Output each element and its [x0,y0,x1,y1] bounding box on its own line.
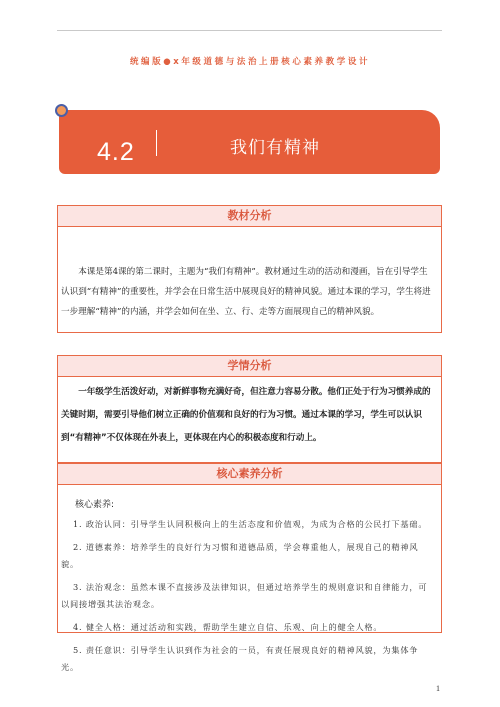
core-label: 核心素养: [75,500,115,510]
core-list [61,516,435,682]
lesson-title: 我们有精神 [230,138,320,158]
core-item: 4. 健全人格：通过活动和实践，帮助学生建立自信、乐观、向上的健全人格。 [73,622,383,632]
core-item: 2. 道德素养：培养学生的良好行为习惯和道德品质，学会尊重他人，展现自己的精神风貌。 [61,542,419,569]
running-header: 统编版●x年级道德与法治上册核心素养教学设计 [129,57,371,67]
section-jiaocai-title: 教材分析 [57,205,442,227]
page-number: 1 [436,684,440,693]
banner-circle-ornament [55,104,68,117]
lesson-number: 4.2 [97,138,135,166]
section-jiaocai-text: 本课是第4课的第二课时，主题为“我们有精神”。教材通过生动的活动和漫画，旨在引导学生认识到“有精神”的重要性，并学会在日常生活中展现良好的精神风貌。通过本课的学习，学生将进一步理解“精神”的内涵，并学会如何在坐、立、行、走等方面展现自己的精神风貌。 [61,267,431,317]
section-xueqing-title: 学情分析 [57,355,442,377]
core-item: 5. 责任意识：引导学生认识到作为社会的一员，有责任展现良好的精神风貌，为集体争光。 [61,645,419,672]
core-item: 1. 政治认同：引导学生认同积极向上的生活态度和价值观，为成为合格的公民打下基础。 [73,519,428,529]
core-item: 3. 法治观念：虽然本课不直接涉及法律知识，但通过培养学生的规则意识和自律能力，可以间接增强其法治观念。 [61,582,428,609]
section-hexin-title: 核心素养分析 [57,463,442,485]
banner-divider [156,130,157,156]
top-rule [57,30,442,31]
section-xueqing-text: 一年级学生活泼好动，对新鲜事物充满好奇，但注意力容易分散。他们正处于行为习惯养成的关键时期，需要引导他们树立正确的价值观和良好的行为习惯。通过本课的学习，学生可以认识到“有精神”不仅体现在外表上，更体现在内心的积极态度和行动上。 [61,387,431,443]
